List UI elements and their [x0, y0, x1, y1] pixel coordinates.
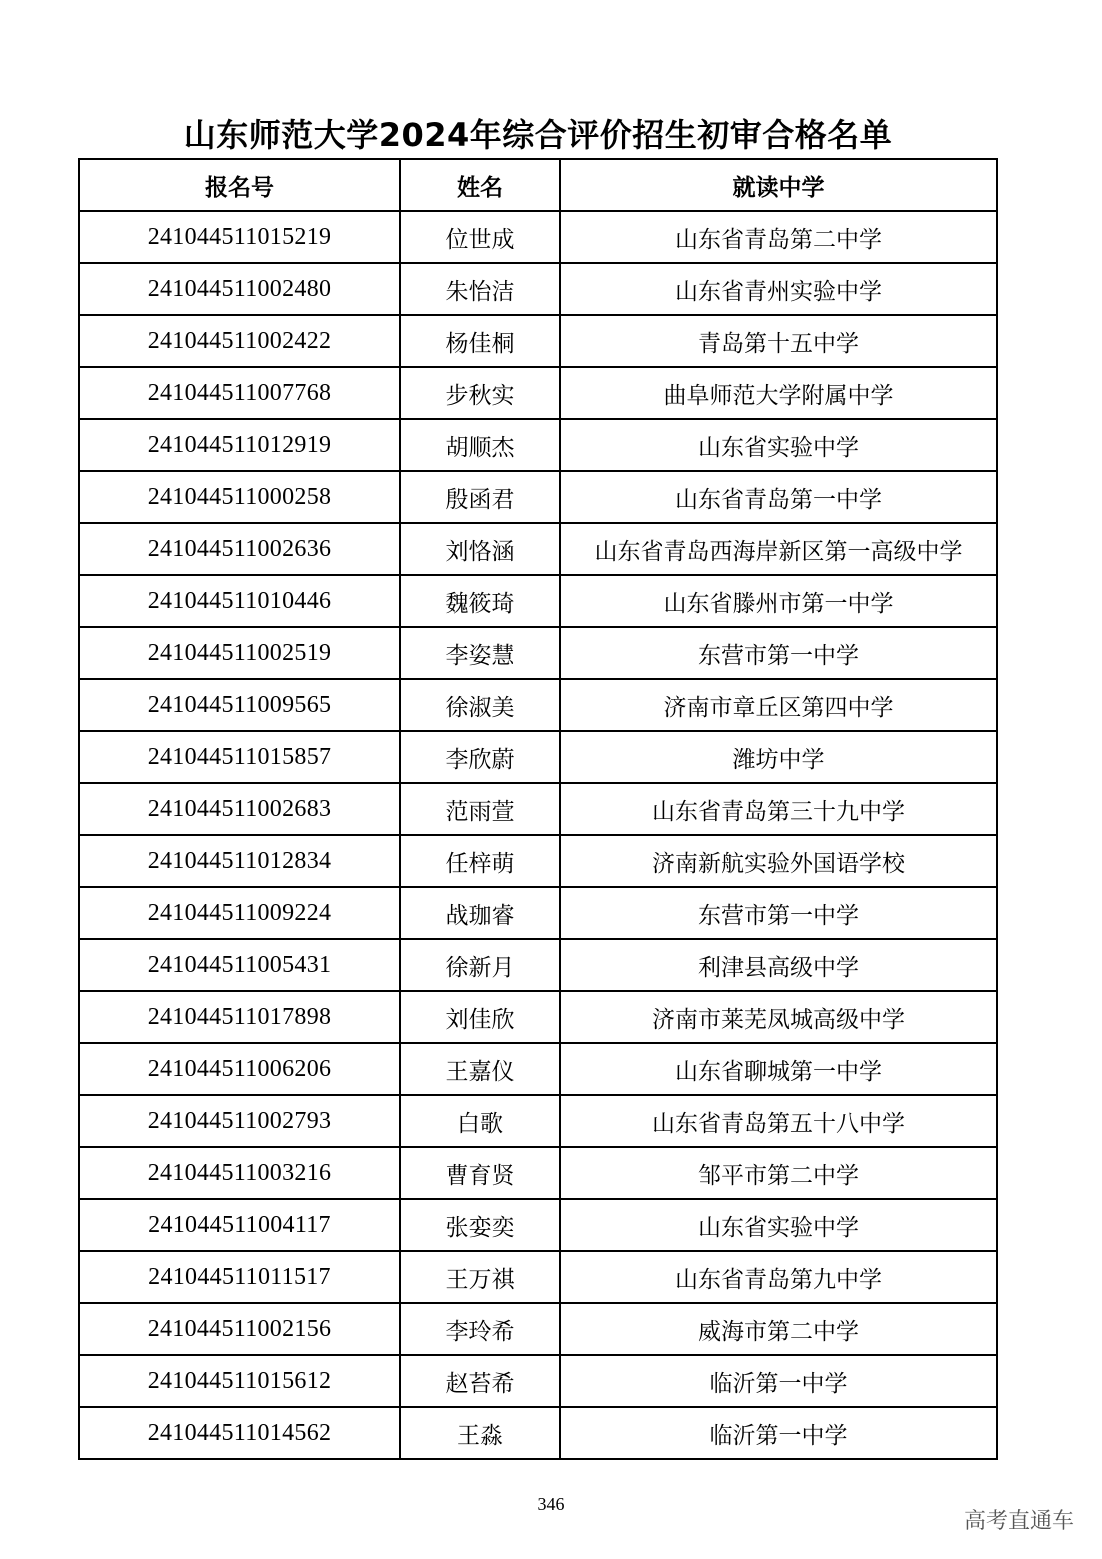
school-cell: 潍坊中学 [560, 731, 997, 783]
registration-number-cell: 241044511000258 [79, 471, 400, 523]
table-row [79, 1355, 997, 1407]
school-cell: 山东省青岛第五十八中学 [560, 1095, 997, 1147]
school-cell: 山东省实验中学 [560, 419, 997, 471]
registration-number-cell: 241044511004117 [79, 1199, 400, 1251]
registration-number-cell: 241044511009565 [79, 679, 400, 731]
student-name-cell: 胡顺杰 [400, 419, 560, 471]
registration-number-cell: 241044511011517 [79, 1251, 400, 1303]
table-row [79, 367, 997, 419]
student-name-cell: 魏筱琦 [400, 575, 560, 627]
school-cell: 山东省青岛第二中学 [560, 211, 997, 263]
table-row [79, 1147, 997, 1199]
registration-number-cell: 241044511002156 [79, 1303, 400, 1355]
student-name-cell: 王万祺 [400, 1251, 560, 1303]
school-cell: 邹平市第二中学 [560, 1147, 997, 1199]
school-cell: 山东省青岛第一中学 [560, 471, 997, 523]
student-name-cell: 徐淑美 [400, 679, 560, 731]
registration-number-cell: 241044511005431 [79, 939, 400, 991]
school-cell: 济南市莱芜凤城高级中学 [560, 991, 997, 1043]
header-name: 姓名 [400, 159, 560, 211]
student-name-cell: 张娈奕 [400, 1199, 560, 1251]
registration-number-cell: 241044511002519 [79, 627, 400, 679]
header-school: 就读中学 [560, 159, 997, 211]
registration-number-cell: 241044511002793 [79, 1095, 400, 1147]
table-row [79, 1043, 997, 1095]
registration-number-cell: 241044511012919 [79, 419, 400, 471]
school-cell: 山东省聊城第一中学 [560, 1043, 997, 1095]
student-name-cell: 李欣蔚 [400, 731, 560, 783]
table-row [79, 1251, 997, 1303]
student-name-cell: 朱怡洁 [400, 263, 560, 315]
student-name-cell: 赵苔希 [400, 1355, 560, 1407]
school-cell: 曲阜师范大学附属中学 [560, 367, 997, 419]
student-name-cell: 王淼 [400, 1407, 560, 1459]
registration-number-cell: 241044511002422 [79, 315, 400, 367]
student-name-cell: 位世成 [400, 211, 560, 263]
student-name-cell: 白歌 [400, 1095, 560, 1147]
registration-number-cell: 241044511006206 [79, 1043, 400, 1095]
student-name-cell: 李玲希 [400, 1303, 560, 1355]
registration-number-cell: 241044511003216 [79, 1147, 400, 1199]
table-row [79, 887, 997, 939]
table-row [79, 835, 997, 887]
student-name-cell: 范雨萱 [400, 783, 560, 835]
registration-number-cell: 241044511002683 [79, 783, 400, 835]
table-row [79, 1303, 997, 1355]
student-name-cell: 刘佳欣 [400, 991, 560, 1043]
table-row [79, 523, 997, 575]
registration-number-cell: 241044511012834 [79, 835, 400, 887]
school-cell: 青岛第十五中学 [560, 315, 997, 367]
school-cell: 利津县高级中学 [560, 939, 997, 991]
registration-number-cell: 241044511015612 [79, 1355, 400, 1407]
student-name-cell: 战珈睿 [400, 887, 560, 939]
table-row [79, 731, 997, 783]
school-cell: 济南新航实验外国语学校 [560, 835, 997, 887]
table-body [79, 211, 997, 1459]
school-cell: 威海市第二中学 [560, 1303, 997, 1355]
registration-number-cell: 241044511007768 [79, 367, 400, 419]
school-cell: 临沂第一中学 [560, 1407, 997, 1459]
page-number: 346 [537, 1494, 565, 1514]
student-name-cell: 徐新月 [400, 939, 560, 991]
admission-list-table [78, 158, 998, 1460]
student-name-cell: 殷函君 [400, 471, 560, 523]
table-row [79, 211, 997, 263]
student-name-cell: 步秋实 [400, 367, 560, 419]
school-cell: 山东省青岛第三十九中学 [560, 783, 997, 835]
table-row [79, 263, 997, 315]
document-title: 山东师范大学2024年综合评价招生初审合格名单 [183, 116, 893, 154]
table-row [79, 575, 997, 627]
student-name-cell: 刘恪涵 [400, 523, 560, 575]
table-row [79, 315, 997, 367]
student-name-cell: 曹育贤 [400, 1147, 560, 1199]
table-row [79, 679, 997, 731]
student-name-cell: 任梓萌 [400, 835, 560, 887]
registration-number-cell: 241044511014562 [79, 1407, 400, 1459]
student-name-cell: 李姿慧 [400, 627, 560, 679]
registration-number-cell: 241044511010446 [79, 575, 400, 627]
table-row [79, 1095, 997, 1147]
student-name-cell: 杨佳桐 [400, 315, 560, 367]
table-row [79, 471, 997, 523]
registration-number-cell: 241044511002480 [79, 263, 400, 315]
table-row [79, 627, 997, 679]
table-row [79, 939, 997, 991]
table-row [79, 991, 997, 1043]
table-row [79, 1407, 997, 1459]
registration-number-cell: 241044511009224 [79, 887, 400, 939]
table-row [79, 419, 997, 471]
registration-number-cell: 241044511015857 [79, 731, 400, 783]
school-cell: 临沂第一中学 [560, 1355, 997, 1407]
school-cell: 山东省青岛第九中学 [560, 1251, 997, 1303]
header-registration-number: 报名号 [79, 159, 400, 211]
registration-number-cell: 241044511015219 [79, 211, 400, 263]
registration-number-cell: 241044511002636 [79, 523, 400, 575]
school-cell: 东营市第一中学 [560, 887, 997, 939]
school-cell: 山东省青岛西海岸新区第一高级中学 [560, 523, 997, 575]
table-header-row [79, 159, 997, 211]
registration-number-cell: 241044511017898 [79, 991, 400, 1043]
school-cell: 东营市第一中学 [560, 627, 997, 679]
school-cell: 山东省实验中学 [560, 1199, 997, 1251]
school-cell: 山东省滕州市第一中学 [560, 575, 997, 627]
table-row [79, 783, 997, 835]
school-cell: 山东省青州实验中学 [560, 263, 997, 315]
school-cell: 济南市章丘区第四中学 [560, 679, 997, 731]
watermark: 高考直通车 [963, 1509, 1074, 1534]
table-row [79, 1199, 997, 1251]
student-name-cell: 王嘉仪 [400, 1043, 560, 1095]
